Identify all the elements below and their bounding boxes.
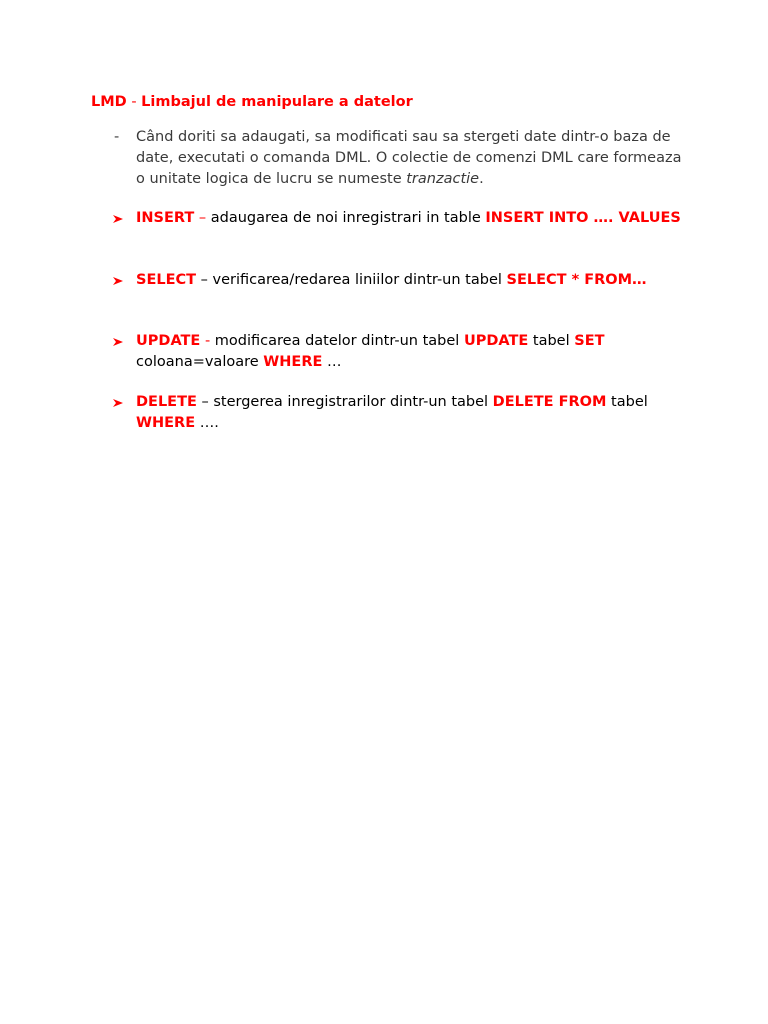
delete-separator: – [196,394,214,410]
delete-syntax-ellipsis: …. [195,415,219,431]
bullet-update [112,331,682,373]
intro-text: Când doriti sa adaugati, sa modificati sau sa stergeti date dintr-o baza de date, executati o comanda DML. O colectie de comenzi DML care formeaza o unitate logica de lucru se numeste [136,129,682,187]
delete-syntax-where: WHERE [136,415,196,431]
update-syntax-set: SET [574,333,605,349]
update-syntax-where: WHERE [263,354,323,370]
heading-title: Limbajul de manipulare a datelor [141,94,413,110]
update-separator: - [200,333,215,349]
update-syntax-ellipsis: … [322,354,342,370]
intro-paragraph [114,127,684,190]
keyword-select: SELECT [136,272,197,288]
insert-syntax: INSERT INTO …. VALUES [485,210,681,226]
select-syntax: SELECT * FROM… [506,272,647,288]
keyword-delete: DELETE [136,394,197,410]
delete-syntax-table: tabel [606,394,648,410]
bullet-insert [112,208,682,229]
update-description: modificarea datelor dintr-un tabel [214,333,464,349]
update-syntax-table: tabel [528,333,575,349]
keyword-update: UPDATE [136,333,201,349]
heading-separator: - [126,94,142,110]
arrow-bullet-icon [112,276,124,286]
keyword-insert: INSERT [136,210,195,226]
arrow-bullet-icon [112,398,124,408]
select-separator: – [196,272,213,288]
dash-marker: - [114,129,120,145]
arrow-bullet-icon [112,337,124,347]
bullet-select [112,270,682,291]
arrow-bullet-icon [112,214,124,224]
intro-text-end: . [479,171,484,187]
insert-separator: – [194,210,211,226]
delete-description: stergerea inregistrarilor dintr-un tabel [213,394,493,410]
delete-syntax-delete-from: DELETE FROM [492,394,607,410]
bullet-delete [112,392,682,434]
select-description: verificarea/redarea liniilor dintr-un tabel [212,272,507,288]
intro-term: tranzactie [406,171,480,187]
section-heading [91,92,413,112]
heading-code: LMD [91,94,127,110]
update-syntax-update: UPDATE [463,333,529,349]
update-syntax-assignment: coloana=valoare [136,354,264,370]
insert-description: adaugarea de noi inregistrari in table [210,210,486,226]
